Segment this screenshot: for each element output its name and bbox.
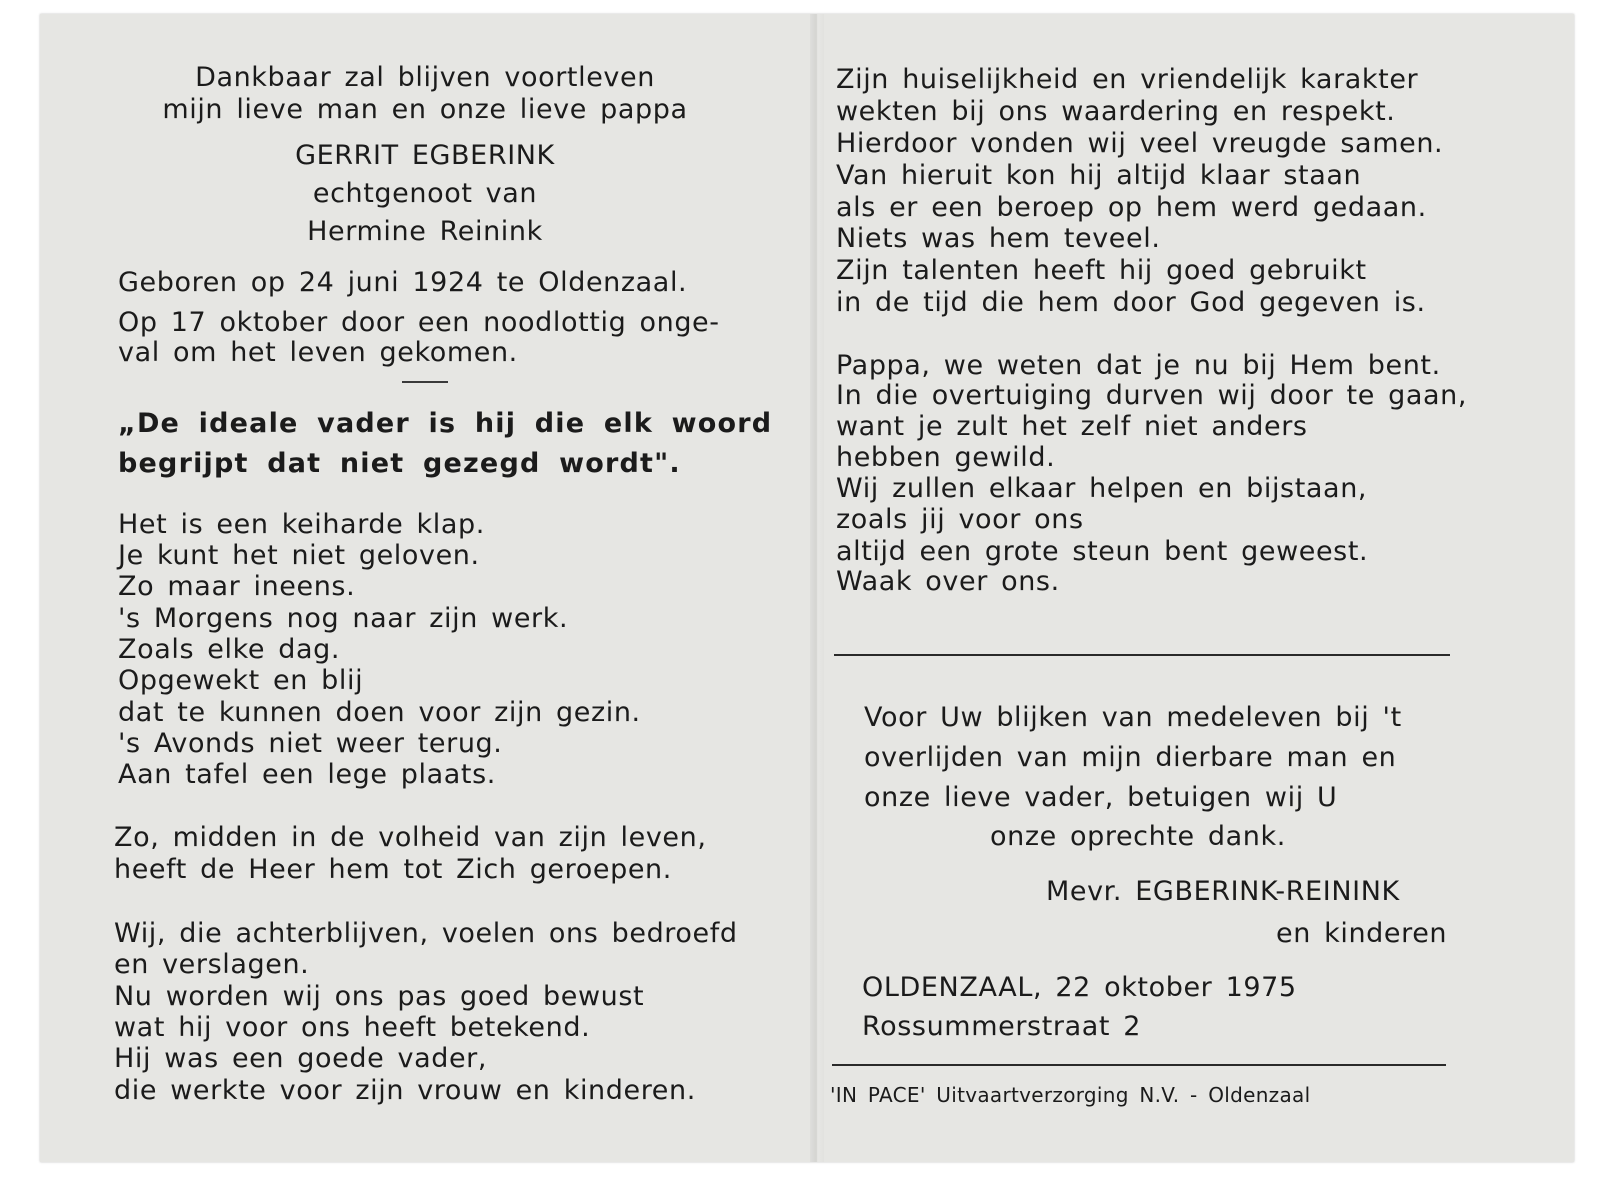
- quote-line-2: begrijpt dat niet gezegd wordt".: [118, 448, 681, 479]
- divider-line: [834, 654, 1450, 656]
- left-panel: [40, 14, 810, 1162]
- poem-line: dat te kunnen doen voor zijn gezin.: [118, 697, 641, 728]
- poem-line: hebben gewild.: [836, 442, 1056, 473]
- poem-line: Hierdoor vonden wij veel vreugde samen.: [836, 128, 1444, 159]
- undertaker: 'IN PACE' Uitvaartverzorging N.V. - Oldenzaal: [830, 1083, 1311, 1107]
- thanks-line-3: onze lieve vader, betuigen wij U: [864, 782, 1338, 813]
- poem-line: zoals jij voor ons: [836, 504, 1084, 535]
- poem-line: Zo, midden in de volheid van zijn leven,: [114, 822, 707, 853]
- deceased-name: GERRIT EGBERINK: [295, 140, 555, 171]
- poem-line: Hij was een goede vader,: [114, 1043, 488, 1074]
- poem-line: Pappa, we weten dat je nu bij Hem bent.: [836, 350, 1441, 381]
- right-panel: [824, 14, 1574, 1162]
- birth-line: Geboren op 24 juni 1924 te Oldenzaal.: [118, 267, 688, 298]
- poem-line: Zijn talenten heeft hij goed gebruikt: [836, 255, 1367, 286]
- poem-line: als er een beroep op hem werd gedaan.: [836, 192, 1427, 223]
- poem-line: Zijn huiselijkheid en vriendelijk karakter: [836, 64, 1419, 95]
- poem-line: Nu worden wij ons pas goed bewust: [114, 981, 645, 1012]
- intro-line-2: mijn lieve man en onze lieve pappa: [162, 94, 688, 125]
- poem-line: want je zult het zelf niet anders: [836, 411, 1308, 442]
- poem-line: 's Avonds niet weer terug.: [118, 728, 503, 759]
- poem-line: Waak over ons.: [836, 566, 1060, 597]
- signature-children: en kinderen: [1276, 918, 1448, 949]
- memorial-card: [40, 14, 1574, 1162]
- poem-line: Van hieruit kon hij altijd klaar staan: [836, 160, 1362, 191]
- poem-line: Zoals elke dag.: [118, 634, 341, 665]
- card-fold: [810, 14, 824, 1162]
- death-line-2: val om het leven gekomen.: [118, 337, 518, 368]
- signature-name: Mevr. EGBERINK-REININK: [1046, 876, 1400, 907]
- poem-line: Opgewekt en blij: [118, 665, 364, 696]
- poem-line: 's Morgens nog naar zijn werk.: [118, 603, 569, 634]
- poem-line: Zo maar ineens.: [118, 571, 356, 602]
- poem-line: In die overtuiging durven wij door te gaan,: [836, 380, 1468, 411]
- poem-line: wekten bij ons waardering en respekt.: [836, 96, 1396, 127]
- poem-line: en verslagen.: [114, 949, 310, 980]
- quote-line-1: „De ideale vader is hij die elk woord: [118, 408, 773, 439]
- place-date: OLDENZAAL, 22 oktober 1975: [862, 972, 1297, 1003]
- poem-line: Wij, die achterblijven, voelen ons bedroefd: [114, 918, 738, 949]
- poem-line: Wij zullen elkaar helpen en bijstaan,: [836, 473, 1368, 504]
- thanks-line-2: overlijden van mijn dierbare man en: [864, 742, 1397, 773]
- spouse-name: Hermine Reinink: [307, 216, 543, 247]
- address: Rossummerstraat 2: [862, 1011, 1142, 1042]
- intro-line-1: Dankbaar zal blijven voortleven: [195, 62, 655, 93]
- poem-line: in de tijd die hem door God gegeven is.: [836, 287, 1426, 318]
- poem-line: heeft de Heer hem tot Zich geroepen.: [114, 854, 672, 885]
- thanks-line-1: Voor Uw blijken van medeleven bij 't: [864, 702, 1402, 733]
- short-divider: [402, 381, 448, 383]
- poem-line: Aan tafel een lege plaats.: [118, 759, 496, 790]
- poem-line: die werkte voor zijn vrouw en kinderen.: [114, 1075, 696, 1106]
- poem-line: Het is een keiharde klap.: [118, 509, 485, 540]
- spouse-label: echtgenoot van: [312, 178, 538, 209]
- poem-line: Je kunt het niet geloven.: [118, 540, 480, 571]
- poem-line: altijd een grote steun bent geweest.: [836, 536, 1369, 567]
- thanks-line-4: onze oprechte dank.: [990, 821, 1286, 852]
- poem-line: Niets was hem teveel.: [836, 223, 1161, 254]
- death-line-1: Op 17 oktober door een noodlottig onge-: [118, 307, 720, 338]
- footer-divider: [832, 1064, 1446, 1066]
- poem-line: wat hij voor ons heeft betekend.: [114, 1012, 591, 1043]
